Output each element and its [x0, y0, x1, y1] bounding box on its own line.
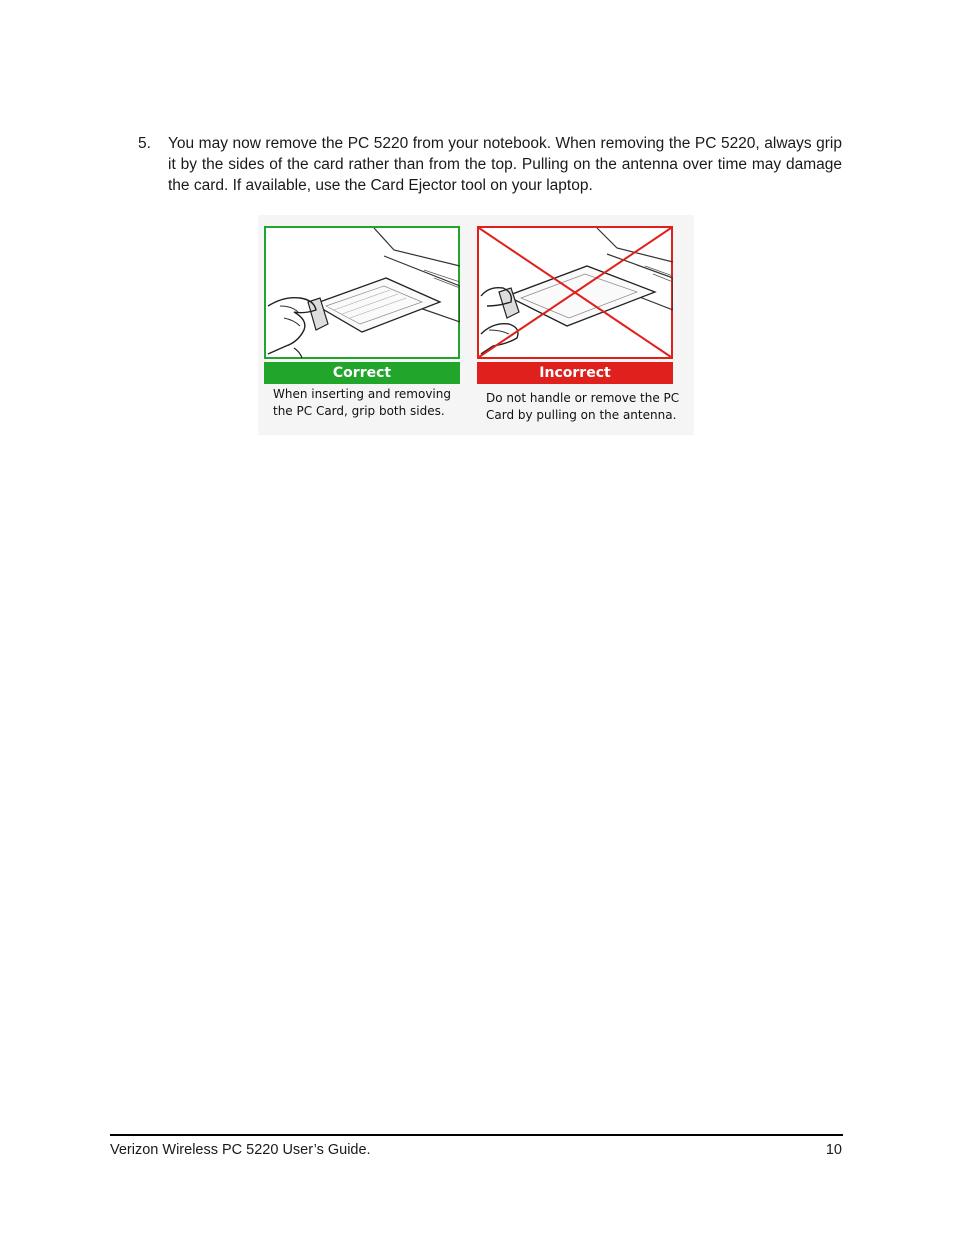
footer-divider: [110, 1134, 843, 1136]
correct-banner: Correct: [264, 362, 460, 384]
incorrect-illustration: [477, 226, 673, 360]
incorrect-caption-line-2: Card by pulling on the antenna.: [486, 408, 677, 422]
page-number: 10: [825, 1142, 842, 1158]
correct-caption: [273, 386, 451, 420]
correct-caption-line-2: the PC Card, grip both sides.: [273, 404, 445, 418]
step-number: 5.: [138, 135, 151, 152]
step-text: You may now remove the PC 5220 from your notebook. When removing the PC 5220, always grip it by the sides of the card rather than from the top. Pulling on the antenna over time may damage the card. If available, use the Card Ejector tool on your laptop.: [168, 135, 842, 194]
correct-panel: [264, 226, 460, 360]
footer-title: Verizon Wireless PC 5220 User’s Guide.: [110, 1142, 371, 1158]
incorrect-banner: Incorrect: [477, 362, 673, 384]
incorrect-caption: [486, 390, 679, 424]
correct-caption-line-1: When inserting and removing: [273, 387, 451, 401]
incorrect-caption-line-1: Do not handle or remove the PC: [486, 391, 680, 405]
correct-illustration: [264, 226, 460, 360]
incorrect-panel: [477, 226, 673, 360]
pc-card-handling-figure: [258, 215, 694, 435]
